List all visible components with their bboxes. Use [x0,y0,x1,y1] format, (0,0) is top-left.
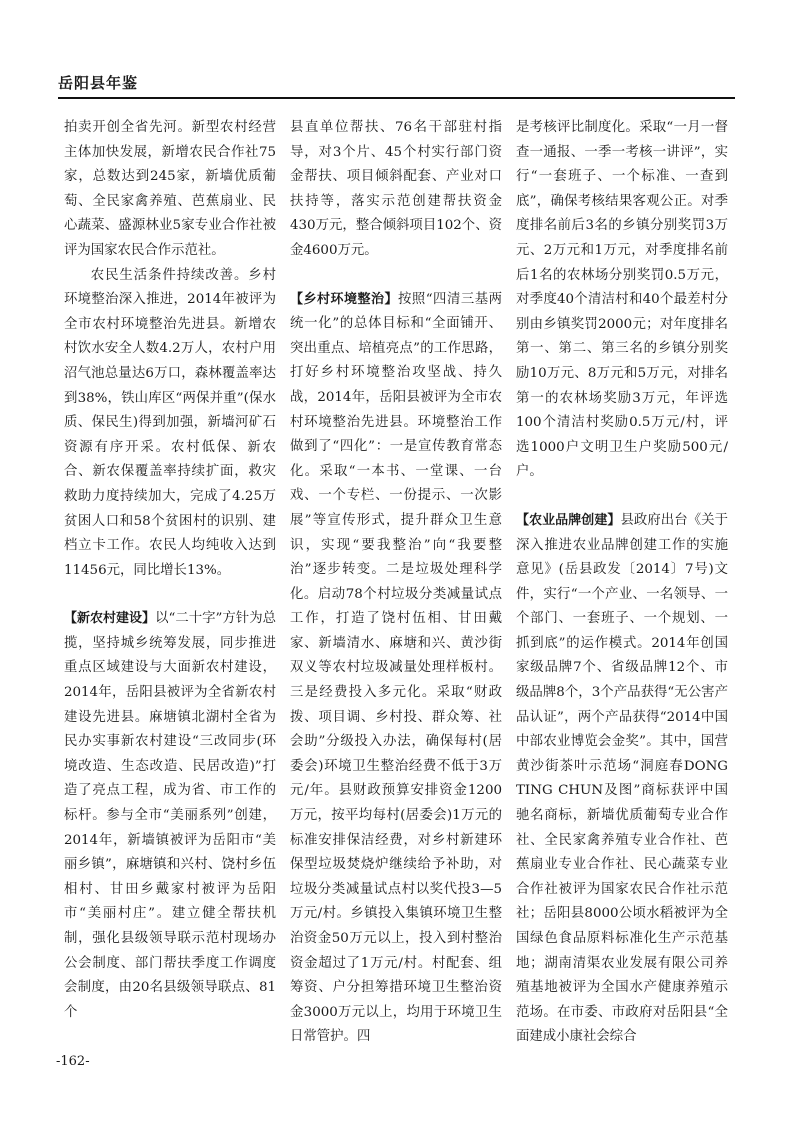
paragraph: 拍卖开创全省先河。新型农村经营主体加快发展，新增农民合作社75家，总数达到245家，新墙优质葡萄、全民家禽养殖、芭蕉扇业、民心蔬菜、盛源林业5家专业合作社被评为国家农民合作示范社。 [64,120,276,258]
section-new-village [64,607,276,1025]
section-body: 按照“四清三基两统一化”的总体目标和“全面铺开、突出重点、培植亮点”的工作思路，打好乡村环境整治攻坚战、持久战，2014年，岳阳县被评为全市农村环境整治先进县。环境整治工作做到了“四化”：一是宣传教育常态化。采取“一本书、一堂课、一台戏、一个专栏、一份提示、一次影展”等宣传形式，提升群众卫生意识，实现“要我整治”向“我要整治”逐步转变。二是垃圾处理科学化。启动78个村垃圾分类减量试点工作，打造了饶村伍相、甘田戴家、新墙清水、麻塘和兴、黄沙街双义等农村垃圾减量处理样板村。三是经费投入多元化。采取“财政拨、项目调、乡村投、群众筹、社会助”分级投入办法，确保每村(居委会)环境卫生整治经费不低于3万元/年。县财政预算安排资金1200万元，按平均每村(居委会)1万元的标准安排保洁经费，对乡村新建环保型垃圾焚烧炉继续给予补助，对垃圾分类减量试点村以奖代投3—5万元/村。乡镇投入集镇环境卫生整治资金50万元以上，投入到村整治资金超过了1万元/村。村配套、组筹资、户分担筹措环境卫生整治资金3000万元以上，均用于环境卫生日常管护。四 [290,291,502,1045]
header-rule [58,97,735,99]
section-agri-brand [516,509,728,1050]
paragraph: 是考核评比制度化。采取“一月一督查一通报、一季一考核一讲评”，实行“一套班子、一个标准、一查到底”，确保考核结果客观公正。对季度排名前后3名的乡镇分别奖罚3万元、2万元和1万元，对季度排名前后1名的农林场分别奖罚0.5万元，对季度40个清洁村和40个最差村分别由乡镇奖罚2000元；对年度排名第一、第二、第三名的乡镇分别奖励10万元、8万元和5万元，对排名第一的农林场奖励3万元，年评选100个清洁村奖励0.5万元/村，评选1000户文明卫生户奖励500元/户。 [516,120,728,480]
section-title: 【新农村建设】 [64,611,156,627]
page-number: -162- [56,1054,90,1069]
section-body: 以“二十字”方针为总揽，坚持城乡统筹发展，同步推进重点区域建设与大面新农村建设，2014年，岳阳县被评为全省新农村建设先进县。麻塘镇北湖村全省为民办实事新农村建设“三改同步(环境改造、生态改造、民居改造)”打造了亮点工程，成为省、市工作的标杆。参与全市“美丽系列”创建，2014年，新墙镇被评为岳阳市“美丽乡镇”，麻塘镇和兴村、饶村乡伍相村、甘田乡戴家村被评为岳阳市“美丽村庄”。建立健全帮扶机制，强化县级领导联示范村现场办公会制度、部门帮扶季度工作调度会制度，由20名县级领导联点、81个 [64,611,276,1020]
paragraph: 县直单位帮扶、76名干部驻村指导，对3个片、45个村实行部门资金帮扶、项目倾斜配套、产业对口扶持等，落实示范创建帮扶资金430万元，整合倾斜项目102个、资金4600万元。 [290,120,502,258]
section-rural-environment [290,288,502,1050]
paragraph: 农民生活条件持续改善。乡村环境整治深入推进，2014年被评为全市农村环境整治先进县。新增农村饮水安全人数4.2万人，农村户用沼气池总量达6万口，森林覆盖率达到38%，铁山库区“两保并重”(保水质、保民生)得到加强，新墙河矿石资源有序开采。农村低保、新农合、新农保覆盖率持续扩面，救灾救助力度持续加大，完成了4.25万贫困人口和58个贫困村的识别、建档立卡工作。农民人均纯收入达到11456元，同比增长13%。 [64,267,276,578]
section-title: 【农业品牌创建】 [516,512,621,528]
text-column-1 [64,116,276,1025]
section-title: 【乡村环境整治】 [290,291,398,307]
section-body: 县政府出台《关于深入推进农业品牌创建工作的实施意见》(岳县政发〔2014〕7号)文件，实行“一个产业、一名领导、一个部门、一套班子、一个规划、一抓到底”的运作模式。2014年创国家级品牌7个、省级品牌12个、市级品牌8个，3个产品获得“无公害产品认证”，两个产品获得“2014中国中部农业博览会金奖”。其中，国营黄沙街茶叶示范场“洞庭春DONG TING CHUN及图”商标获评中国驰名商标，新墙优质葡萄专业合作社、全民家禽养殖专业合作社、芭蕉扇业专业合作社、民心蔬菜专业合作社被评为国家农民合作社示范社；岳阳县8000公顷水稻被评为全国绿色食品原料标准化生产示范基地；湖南清渠农业发展有限公司养殖基地被评为全国水产健康养殖示范场。在市委、市政府对岳阳县“全面建成小康社会综合 [516,512,728,1045]
text-column-3 [516,116,728,1050]
running-header-title: 岳阳县年鉴 [58,74,139,92]
text-column-2 [290,116,502,1050]
